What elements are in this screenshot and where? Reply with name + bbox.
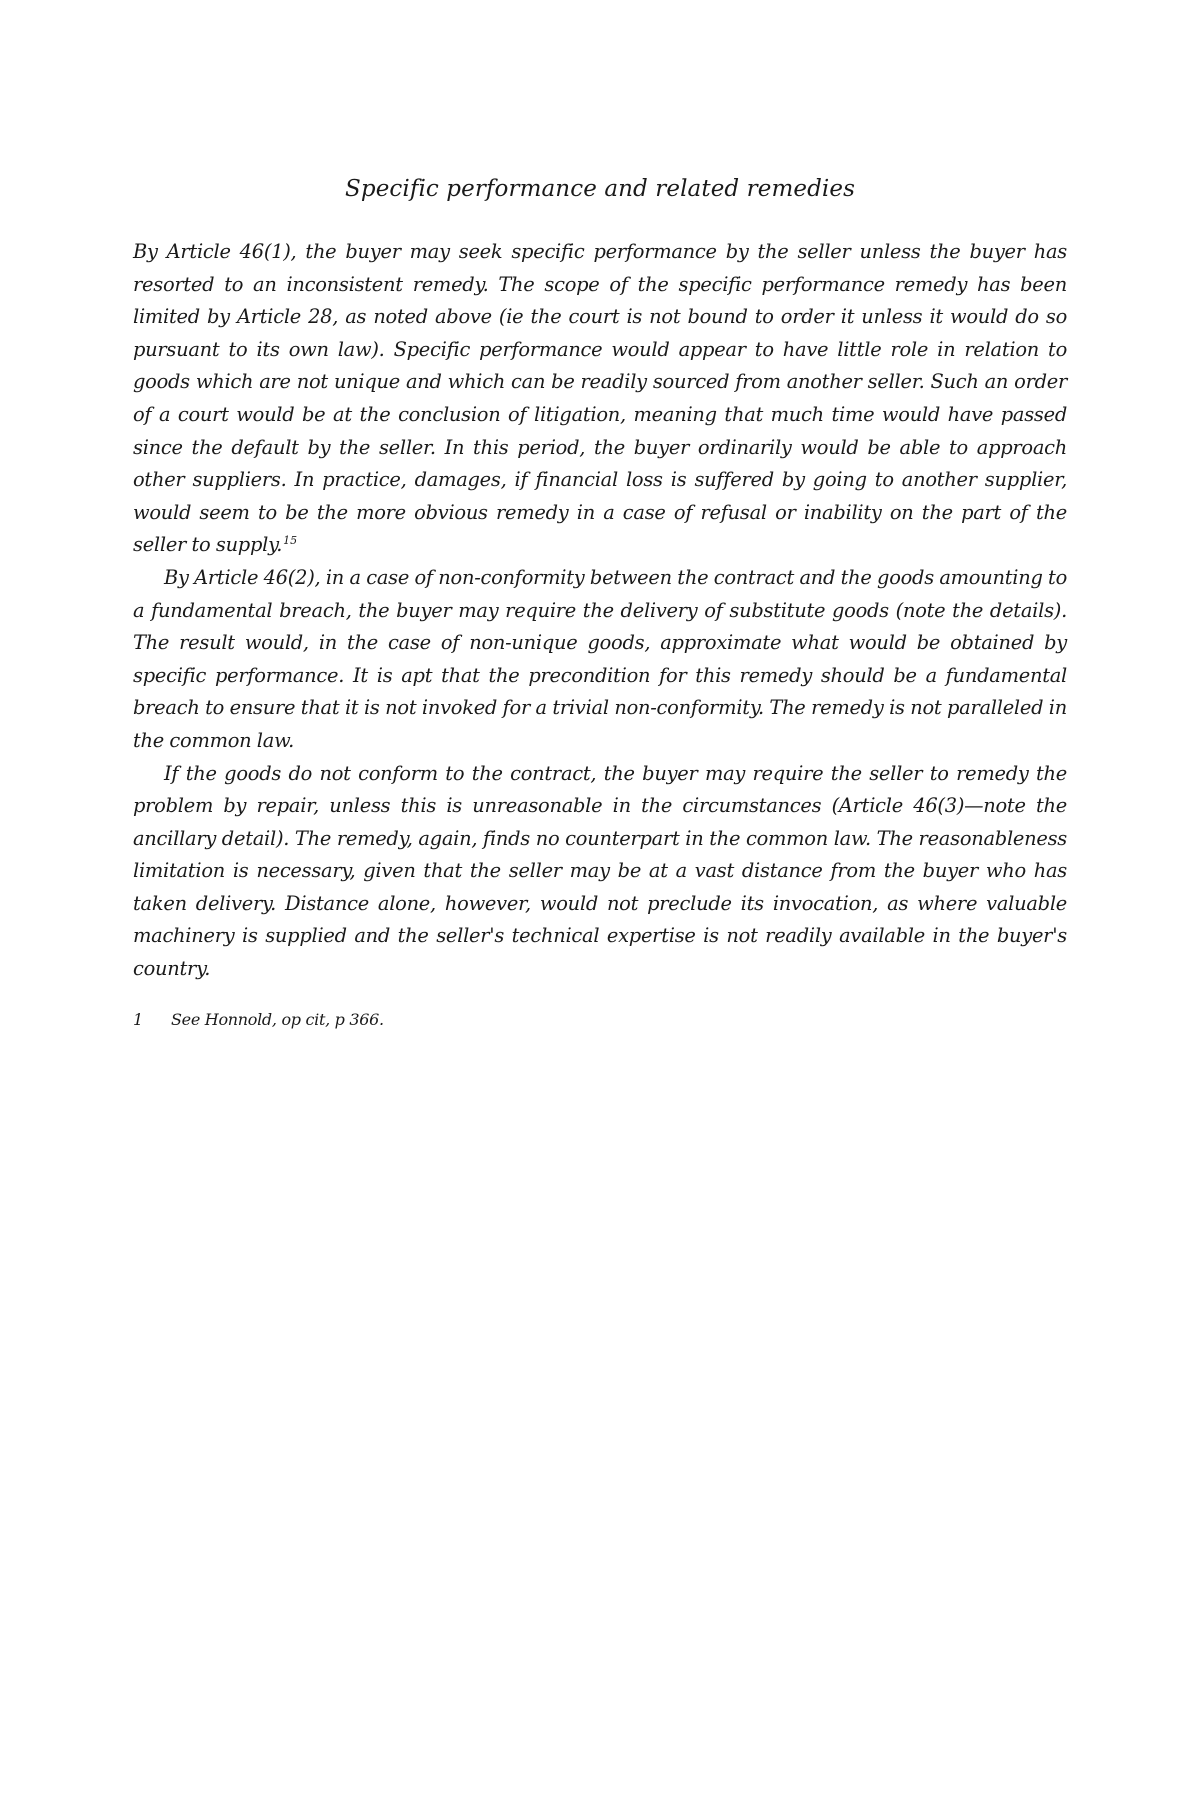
paragraph-2 [133, 562, 1067, 758]
footnote-number: 1 [133, 1009, 143, 1029]
paragraph-1 [133, 236, 1067, 562]
paragraph-3-text: If the goods do not conform to the contract, the buyer may require the seller to remedy the problem by repair, unless this is unreasonable in the circumstances (Article 46(3)—note the ancillary detail). The remedy, again, finds no counterpart in the common law. The reasonableness limitation is necessary, given that the seller may be at a vast distance from the buyer who has taken delivery. Distance alone, however, would not preclude its invocation, as where valuable machinery is supplied and the seller's technical expertise is not readily available in the buyer's country. [133, 761, 1067, 981]
footnote-text: See Honnold, op cit, p 366. [171, 1009, 384, 1029]
body-text [133, 236, 1067, 986]
section-heading: Specific performance and related remedies [345, 176, 855, 202]
paragraph-3 [133, 758, 1067, 986]
footnote [133, 1008, 1067, 1032]
paragraph-2-text: By Article 46(2), in a case of non-conformity between the contract and the goods amounting to a fundamental breach, the buyer may require the delivery of substitute goods (note the details). The result would, in the case of non-unique goods, approximate what would be obtained by specific performance. It is apt that the precondition for this remedy should be a fundamental breach to ensure that it is not invoked for a trivial non-conformity. The remedy is not paralleled in the common law. [133, 565, 1067, 752]
page-content [133, 172, 1067, 1032]
paragraph-1-text: By Article 46(1), the buyer may seek specific performance by the seller unless the buyer has resorted to an inconsistent remedy. The scope of the specific performance remedy has been limited by Article 28, as noted above (ie the court is not bound to order it unless it would do so pursuant to its own law). Specific performance would appear to have little role in relation to goods which are not unique and which can be readily sourced from another seller. Such an order of a court would be at the conclusion of litigation, meaning that much time would have passed since the default by the seller. In this period, the buyer ordinarily would be able to approach other suppliers. In practice, damages, if financial loss is suffered by going to another supplier, would seem to be the more obvious remedy in a case of refusal or inability on the part of the seller to supply. [133, 240, 1067, 557]
footnote-reference: 15 [283, 533, 298, 547]
